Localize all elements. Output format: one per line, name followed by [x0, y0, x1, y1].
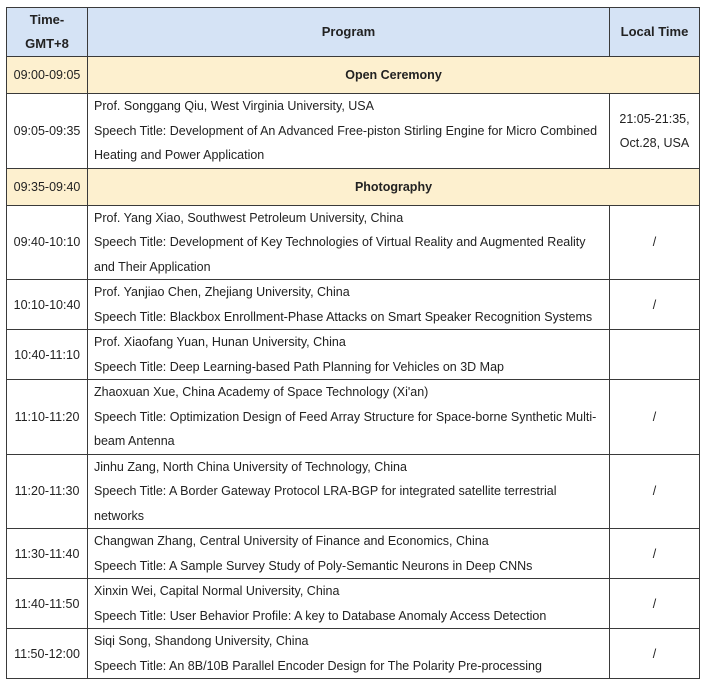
time-header-line2: GMT+8 [25, 36, 69, 51]
speech-title: Speech Title: An 8B/10B Parallel Encoder Design for The Polarity Pre-processing [94, 658, 542, 673]
local-time [610, 330, 700, 380]
table-row [7, 205, 700, 280]
session-title: Open Ceremony [88, 57, 700, 94]
session-time: 09:00-09:05 [7, 57, 88, 94]
local-time: / [610, 280, 700, 330]
local-time: / [610, 205, 700, 280]
speaker: Xinxin Wei, Capital Normal University, China [94, 584, 340, 598]
local-time: / [610, 579, 700, 629]
speech-title: Speech Title: Deep Learning-based Path Planning for Vehicles on 3D Map [94, 359, 504, 374]
speaker: Zhaoxuan Xue, China Academy of Space Technology (Xi'an) [94, 385, 429, 399]
session-title: Photography [88, 168, 700, 205]
banner-row [7, 57, 700, 94]
local-time: / [610, 454, 700, 529]
speech-title: Speech Title: Development of Key Technologies of Virtual Reality and Augmented Reality and Their Application [94, 235, 586, 274]
speaker: Prof. Songgang Qiu, West Virginia University, USA [94, 99, 374, 113]
speaker: Siqi Song, Shandong University, China [94, 634, 309, 648]
speech-title: Speech Title: User Behavior Profile: A key to Database Anomaly Access Detection [94, 608, 547, 623]
speaker: Prof. Xiaofang Yuan, Hunan University, China [94, 335, 346, 349]
speaker: Prof. Yang Xiao, Southwest Petroleum University, China [94, 210, 404, 225]
local-time-line2: Oct.28, USA [619, 135, 690, 150]
program-cell [88, 629, 610, 679]
program-cell [88, 330, 610, 380]
session-time: 09:05-09:35 [7, 94, 88, 169]
table-header-row [7, 8, 700, 57]
local-time: / [610, 380, 700, 455]
table-row [7, 380, 700, 455]
session-time: 11:50-12:00 [7, 629, 88, 679]
table-row [7, 629, 700, 679]
session-time: 11:20-11:30 [7, 454, 88, 529]
local-time-line1: 21:05-21:35, [619, 111, 690, 126]
session-time: 11:10-11:20 [7, 380, 88, 455]
banner-row [7, 168, 700, 205]
local-time-column-header: Local Time [610, 8, 700, 57]
table-row [7, 579, 700, 629]
speech-title: Speech Title: Blackbox Enrollment-Phase Attacks on Smart Speaker Recognition Systems [94, 309, 593, 324]
table-row [7, 94, 700, 169]
speech-title: Speech Title: Development of An Advanced Free-piston Stirling Engine for Micro Combined Heating and Power Application [94, 123, 598, 162]
speaker: Prof. Yanjiao Chen, Zhejiang University, China [94, 285, 350, 299]
table-row [7, 330, 700, 380]
local-time [610, 94, 700, 169]
program-cell [88, 529, 610, 579]
program-cell [88, 94, 610, 169]
time-column-header [7, 8, 88, 57]
program-column-header: Program [88, 8, 610, 57]
session-time: 09:35-09:40 [7, 168, 88, 205]
program-cell [88, 205, 610, 280]
program-cell [88, 380, 610, 455]
program-schedule-table [6, 7, 700, 679]
session-time: 10:40-11:10 [7, 330, 88, 380]
time-header-line1: Time- [29, 12, 65, 27]
table-row [7, 280, 700, 330]
program-cell [88, 454, 610, 529]
program-cell [88, 579, 610, 629]
session-time: 10:10-10:40 [7, 280, 88, 330]
program-cell [88, 280, 610, 330]
speaker: Changwan Zhang, Central University of Finance and Economics, China [94, 534, 489, 548]
session-time: 11:40-11:50 [7, 579, 88, 629]
session-time: 11:30-11:40 [7, 529, 88, 579]
table-row [7, 529, 700, 579]
speech-title: Speech Title: A Border Gateway Protocol LRA-BGP for integrated satellite terrestrial networks [94, 484, 557, 523]
local-time: / [610, 529, 700, 579]
speaker: Jinhu Zang, North China University of Technology, China [94, 459, 407, 474]
local-time: / [610, 629, 700, 679]
speech-title: Speech Title: A Sample Survey Study of Poly-Semantic Neurons in Deep CNNs [94, 558, 533, 573]
speech-title: Speech Title: Optimization Design of Feed Array Structure for Space-borne Synthetic Multi-beam Antenna [94, 409, 597, 448]
table-row [7, 454, 700, 529]
session-time: 09:40-10:10 [7, 205, 88, 280]
